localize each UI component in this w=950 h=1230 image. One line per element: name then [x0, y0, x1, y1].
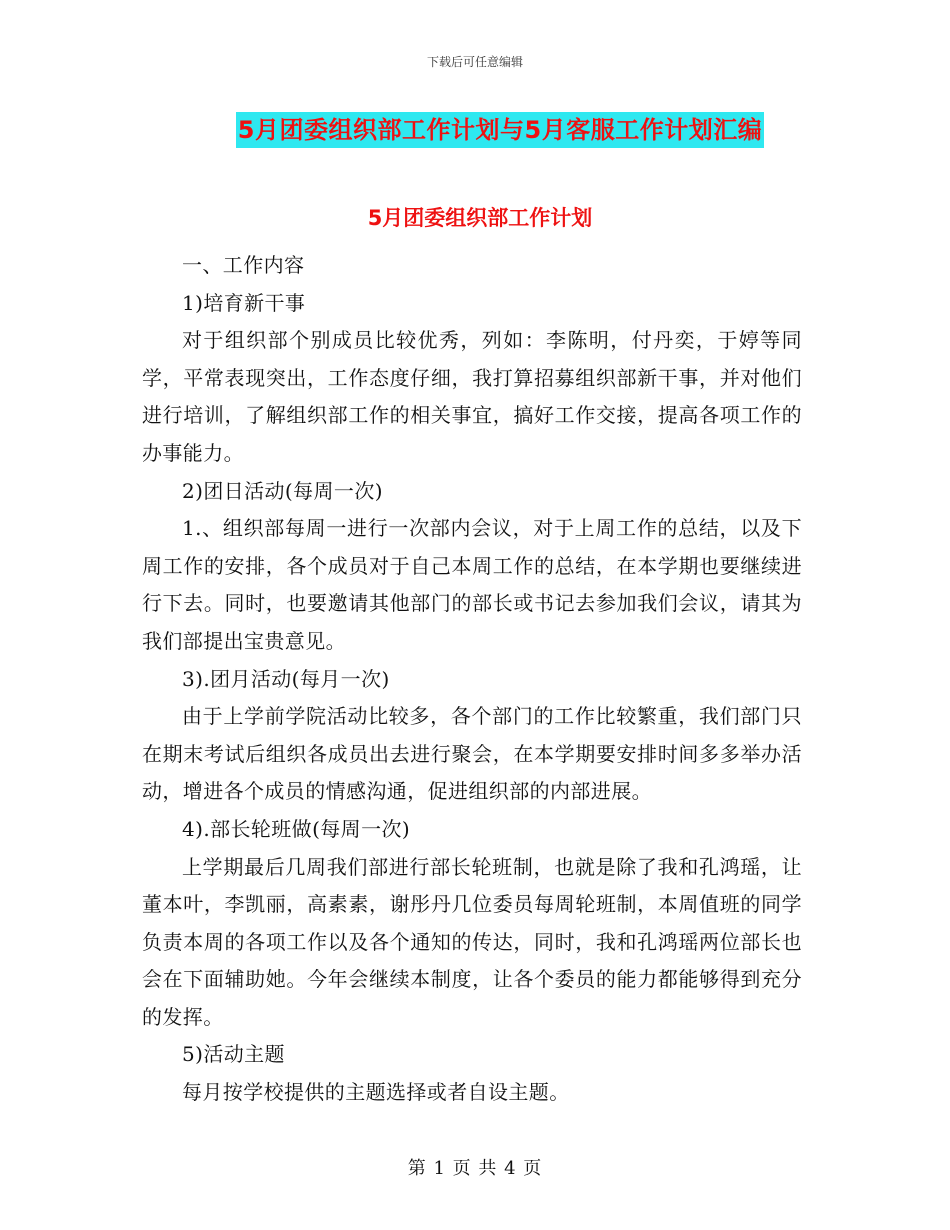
- header-note: 下载后可任意编辑: [426, 55, 523, 69]
- paragraph-subheading-4: 4).部长轮班做(每周一次): [182, 816, 411, 841]
- main-title: 5月团委组织部工作计划与5月客服工作计划汇编: [236, 112, 764, 148]
- paragraph-subheading-3: 3).团月活动(每月一次): [182, 666, 390, 691]
- paragraph-subheading-5: 5)活动主题: [182, 1042, 285, 1067]
- paragraph-body-1: 对于组织部个别成员比较优秀，列如：李陈明，付丹奕，于婷等同学，平常表现突出，工作态度仔细，我打算招募组织部新干事，并对他们进行培训，了解组织部工作的相关事宜，搞好工作交接，提高各项工作的办事能力。: [142, 328, 802, 465]
- paragraph-body-4: 上学期最后几周我们部进行部长轮班制，也就是除了我和孔鸿瑶，让董本叶，李凯丽，高素素，谢彤丹几位委员每周轮班制，本周值班的同学负责本周的各项工作以及各个通知的传达，同时，我和孔鸿瑶两位部长也会在下面辅助她。今年会继续本制度，让各个委员的能力都能够得到充分的发挥。: [142, 854, 802, 1029]
- paragraph-body-2: 1.、组织部每周一进行一次部内会议，对于上周工作的总结，以及下周工作的安排，各个成员对于自己本周工作的总结，在本学期也要继续进行下去。同时，也要邀请其他部门的部长或书记去参加我们会议，请其为我们部提出宝贵意见。: [142, 516, 802, 653]
- document-body: [142, 247, 802, 1112]
- page-footer: 第 1 页 共 4 页: [407, 1158, 543, 1179]
- paragraph-body-5: 每月按学校提供的主题选择或者自设主题。: [182, 1080, 570, 1105]
- section-title: 5月团委组织部工作计划: [367, 206, 593, 230]
- paragraph-body-3: 由于上学前学院活动比较多，各个部门的工作比较繁重，我们部门只在期末考试后组织各成员出去进行聚会，在本学期要安排时间多多举办活动，增进各个成员的情感沟通，促进组织部的内部进展。: [142, 704, 802, 804]
- main-title-container: [0, 112, 950, 148]
- paragraph-subheading-1: 1)培育新干事: [182, 290, 306, 315]
- paragraph-heading-work-content: 一、工作内容: [182, 253, 305, 277]
- paragraph-subheading-2: 2)团日活动(每周一次): [182, 478, 383, 503]
